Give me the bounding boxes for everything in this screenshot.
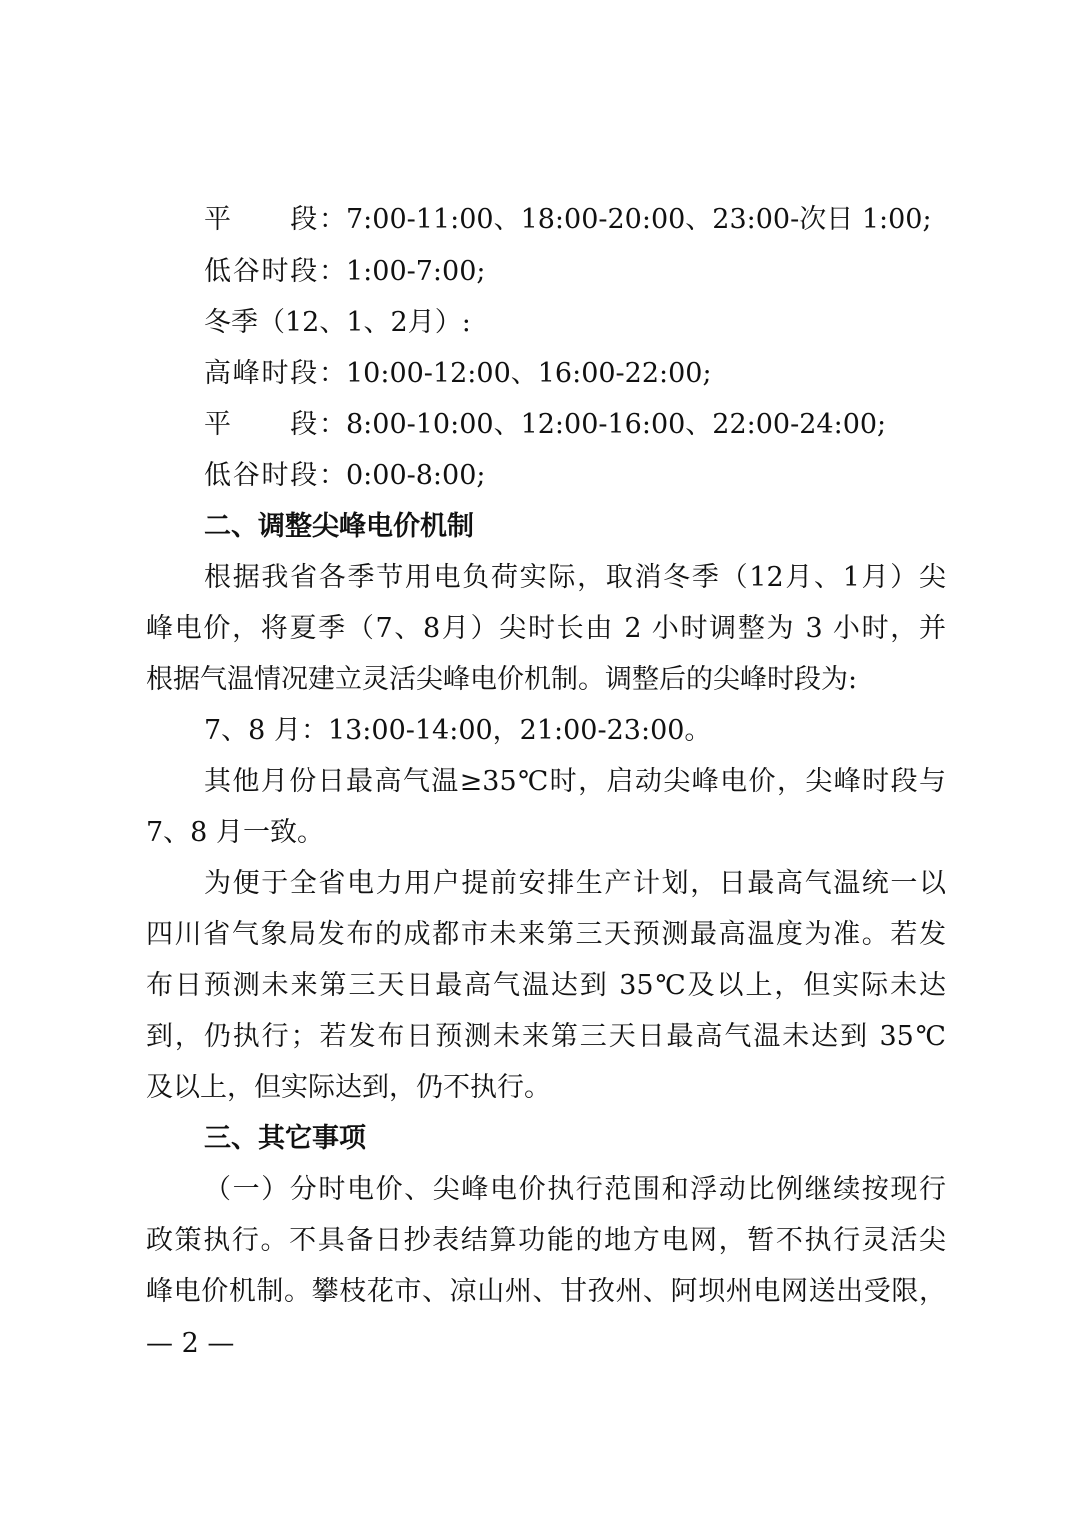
paragraph-line: 峰电价，将夏季（7、8月）尖时长由 2 小时调整为 3 小时，并 xyxy=(146,613,946,644)
paragraph-line: 政策执行。不具备日抄表结算功能的地方电网，暂不执行灵活尖 xyxy=(146,1225,946,1256)
period-line-flat-winter xyxy=(204,399,946,451)
page-number: — 2 — xyxy=(146,1328,235,1359)
period-label: 平 段： xyxy=(204,204,346,235)
period-line-flat-summer xyxy=(204,194,946,246)
period-times: 10:00-12:00、16:00-22:00; xyxy=(346,358,712,389)
period-line-valley-summer xyxy=(204,246,946,298)
paragraph-line: 其他月份日最高气温≥35℃时，启动尖峰电价，尖峰时段与 xyxy=(204,766,946,797)
paragraph-line: 峰电价机制。攀枝花市、凉山州、甘孜州、阿坝州电网送出受限， xyxy=(146,1276,946,1307)
paragraph-line: 根据我省各季节用电负荷实际，取消冬季（12月、1月）尖 xyxy=(204,562,946,593)
winter-heading-line: 冬季（12、1、2月）: xyxy=(204,307,471,338)
period-times: 0:00-8:00; xyxy=(346,460,486,491)
paragraph-line: 根据气温情况建立灵活尖峰电价机制。调整后的尖峰时段为: xyxy=(146,664,858,695)
section-heading-3: 三、其它事项 xyxy=(204,1123,366,1154)
paragraph-line: 四川省气象局发布的成都市未来第三天预测最高温度为准。若发 xyxy=(146,919,946,950)
paragraph-line: 及以上，但实际达到，仍不执行。 xyxy=(146,1072,551,1103)
paragraph-line: 7、8 月一致。 xyxy=(146,817,324,848)
period-times: 1:00-7:00; xyxy=(346,256,486,287)
period-times: 8:00-10:00、12:00-16:00、22:00-24:00; xyxy=(346,409,887,440)
period-label: 平 段： xyxy=(204,409,346,440)
period-label: 高峰时段： xyxy=(204,358,346,389)
period-line-peak-winter xyxy=(204,348,946,400)
period-label: 低谷时段： xyxy=(204,256,346,287)
paragraph-line: 为便于全省电力用户提前安排生产计划，日最高气温统一以 xyxy=(204,868,946,899)
period-line-valley-winter xyxy=(204,450,946,502)
paragraph-line: 布日预测未来第三天日最高气温达到 35℃及以上，但实际未达 xyxy=(146,970,946,1001)
period-label: 低谷时段： xyxy=(204,460,346,491)
section-heading-2: 二、调整尖峰电价机制 xyxy=(204,511,474,542)
paragraph-line: 到，仍执行；若发布日预测未来第三天日最高气温未达到 35℃ xyxy=(146,1021,946,1052)
summer-peak-line: 7、8 月：13:00-14:00，21:00-23:00。 xyxy=(204,715,712,746)
period-times: 7:00-11:00、18:00-20:00、23:00-次日 1:00; xyxy=(346,204,932,235)
paragraph-line: （一）分时电价、尖峰电价执行范围和浮动比例继续按现行 xyxy=(204,1174,946,1205)
